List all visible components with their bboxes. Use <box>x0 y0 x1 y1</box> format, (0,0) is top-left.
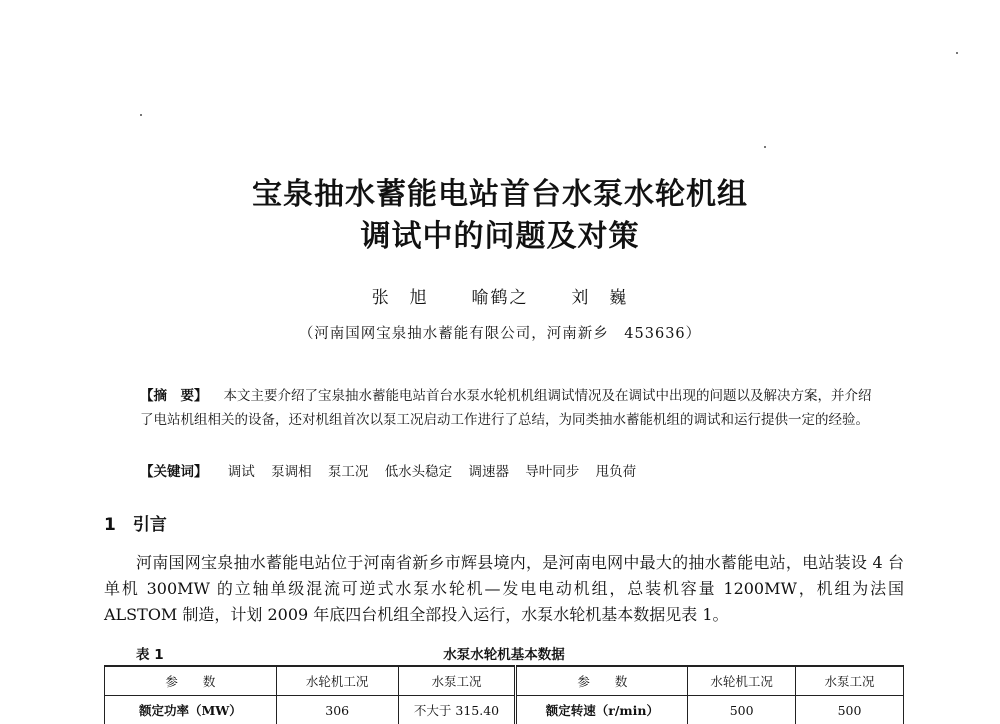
table-cell: 500 <box>796 696 904 724</box>
paper-title-line-2: 调试中的问题及对策 <box>0 218 1000 256</box>
keyword: 调速器 <box>468 464 509 480</box>
table-cell: 306 <box>276 696 398 724</box>
scan-speck <box>764 146 766 148</box>
scan-speck <box>140 114 142 116</box>
author-name: 张 旭 <box>372 288 429 308</box>
keyword: 导叶同步 <box>525 464 579 480</box>
table-cell: 额定功率（MW） <box>105 696 277 724</box>
table-header-cell: 参 数 <box>516 666 688 696</box>
intro-paragraph: 河南国网宝泉抽水蓄能电站位于河南省新乡市辉县境内，是河南电网中最大的抽水蓄能电站，电站装设 4 台单机 300MW 的立轴单级混流可逆式水泵水轮机—发电电动机组，总装机容量 1200MW，机组为法国 ALSTOM 制造，计划 2009 年底四台机组全部投入运行，水泵水轮机基本数据见表 1。 <box>104 550 904 628</box>
table-row <box>105 696 904 724</box>
author-name: 喻鹤之 <box>472 288 529 308</box>
table-number: 表 1 <box>136 643 164 663</box>
keyword: 低水头稳定 <box>385 464 453 480</box>
table-cell: 500 <box>688 696 796 724</box>
table-header-cell: 水轮机工况 <box>688 666 796 696</box>
abstract-label: 【摘 要】 <box>140 388 208 404</box>
table-cell: 不大于 315.40 <box>398 696 516 724</box>
turbine-spec-table <box>104 665 904 724</box>
table-header-cell: 水泵工况 <box>796 666 904 696</box>
affiliation: （河南国网宝泉抽水蓄能有限公司，河南新乡 453636） <box>0 322 1000 343</box>
table-header-row <box>105 666 904 696</box>
section-heading: 1 引言 <box>104 510 167 535</box>
keyword: 甩负荷 <box>596 464 637 480</box>
table-header-cell: 水泵工况 <box>398 666 516 696</box>
keywords-label: 【关键词】 <box>140 464 208 480</box>
abstract <box>140 384 880 432</box>
table-title: 水泵水轮机基本数据 <box>104 643 904 663</box>
table-header-cell: 参 数 <box>105 666 277 696</box>
author-list <box>0 283 1000 308</box>
keywords <box>140 460 880 484</box>
table-header-cell: 水轮机工况 <box>276 666 398 696</box>
keyword: 调试 <box>228 464 255 480</box>
keyword: 泵工况 <box>328 464 369 480</box>
scan-speck <box>956 52 958 54</box>
author-name: 刘 巍 <box>571 288 628 308</box>
abstract-text: 本文主要介绍了宝泉抽水蓄能电站首台水泵水轮机机组调试情况及在调试中出现的问题以及解决方案，并介绍了电站机组相关的设备，还对机组首次以泵工况启动工作进行了总结，为同类抽水蓄能机组的调试和运行提供一定的经验。 <box>140 388 872 428</box>
paper-title-line-1: 宝泉抽水蓄能电站首台水泵水轮机组 <box>0 176 1000 214</box>
keyword: 泵调相 <box>271 464 312 480</box>
table-cell: 额定转速（r/min） <box>516 696 688 724</box>
